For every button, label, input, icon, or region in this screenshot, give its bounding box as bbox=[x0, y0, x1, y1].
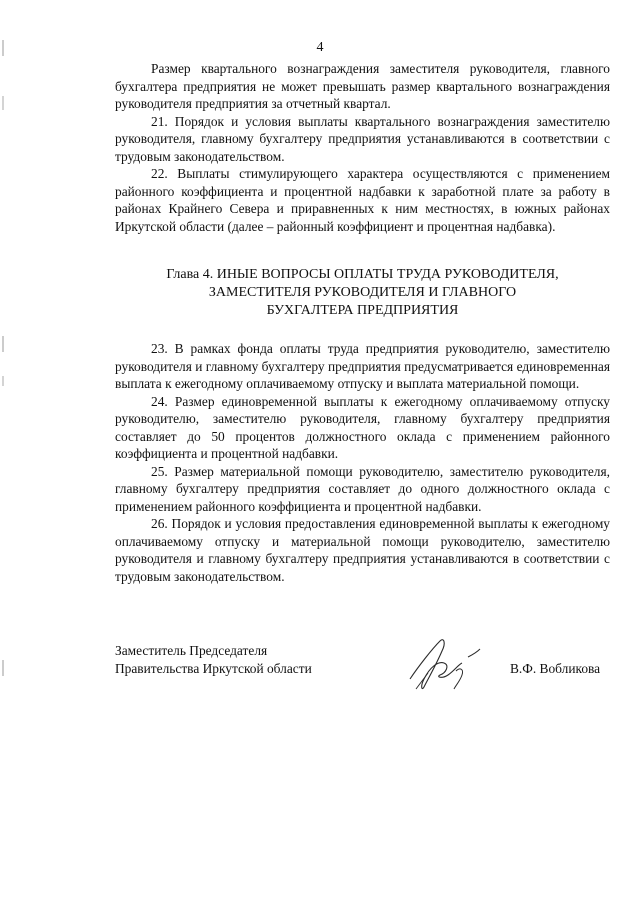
paragraph-23: 23. В рамках фонда оплаты труда предприятия руководителю, заместителю руководителя и главному бухгалтеру предприятия предусматривается единовременная выплата к ежегодному оплачиваемому отпуску и выплата материальной помощи. bbox=[115, 341, 610, 391]
body-block-1 bbox=[115, 60, 610, 235]
paragraph-21: 21. Порядок и условия выплаты квартального вознаграждения заместителю руководителя, главному бухгалтеру предприятия устанавливаются в соответствии с трудовым законодательством. bbox=[115, 113, 610, 164]
handwritten-signature bbox=[398, 627, 498, 697]
paragraph-22: 22. Выплаты стимулирующего характера осуществляются с применением районного коэффициента и процентной надбавки к заработной плате за работу в районах Крайнего Севера и приравненных к ним местностях, в южных районах Иркутской области (далее – районный коэффициент и процентная надбавка). bbox=[115, 166, 610, 234]
paragraph-26: 26. Порядок и условия предоставления единовременной выплаты к ежегодному оплачиваемому отпуску и материальной помощи руководителю, заместителю руководителя и главному бухгалтеру предприятия устанавливаются в соответствии с трудовым законодательством. bbox=[115, 516, 610, 584]
chapter-heading-line: БУХГАЛТЕРА ПРЕДПРИЯТИЯ bbox=[266, 303, 459, 318]
page-number: 4 bbox=[316, 40, 324, 55]
signatory-position-line: Заместитель Председателя bbox=[115, 643, 268, 658]
chapter-heading bbox=[115, 266, 610, 320]
chapter-heading-line: ЗАМЕСТИТЕЛЯ РУКОВОДИТЕЛЯ И ГЛАВНОГО bbox=[208, 285, 517, 300]
paragraph-25: 25. Размер материальной помощи руководителю, заместителю руководителя, главному бухгалтеру предприятия составляет до одного должностного оклада с применением районного коэффициента и процентной надбавки. bbox=[115, 463, 610, 514]
chapter-heading-line: Глава 4. ИНЫЕ ВОПРОСЫ ОПЛАТЫ ТРУДА РУКОВОДИТЕЛЯ, bbox=[166, 267, 559, 282]
paragraph: Размер квартального вознаграждения заместителя руководителя, главного бухгалтера предприятия не может превышать размер квартального вознаграждения руководителя предприятия за отчетный квартал. bbox=[115, 61, 610, 111]
scan-binding-marks bbox=[0, 0, 8, 905]
signatory-position bbox=[115, 642, 375, 677]
signatory-position-line: Правительства Иркутской области bbox=[115, 660, 312, 676]
body-block-2 bbox=[115, 340, 610, 585]
signatory-name: В.Ф. Вобликова bbox=[510, 660, 601, 676]
paragraph-24: 24. Размер единовременной выплаты к ежегодному оплачиваемому отпуску руководителю, заместителю руководителя, главному бухгалтеру предприятия составляет до 50 процентов должностного оклада с применением районного коэффициента и процентной надбавки. bbox=[115, 393, 610, 461]
